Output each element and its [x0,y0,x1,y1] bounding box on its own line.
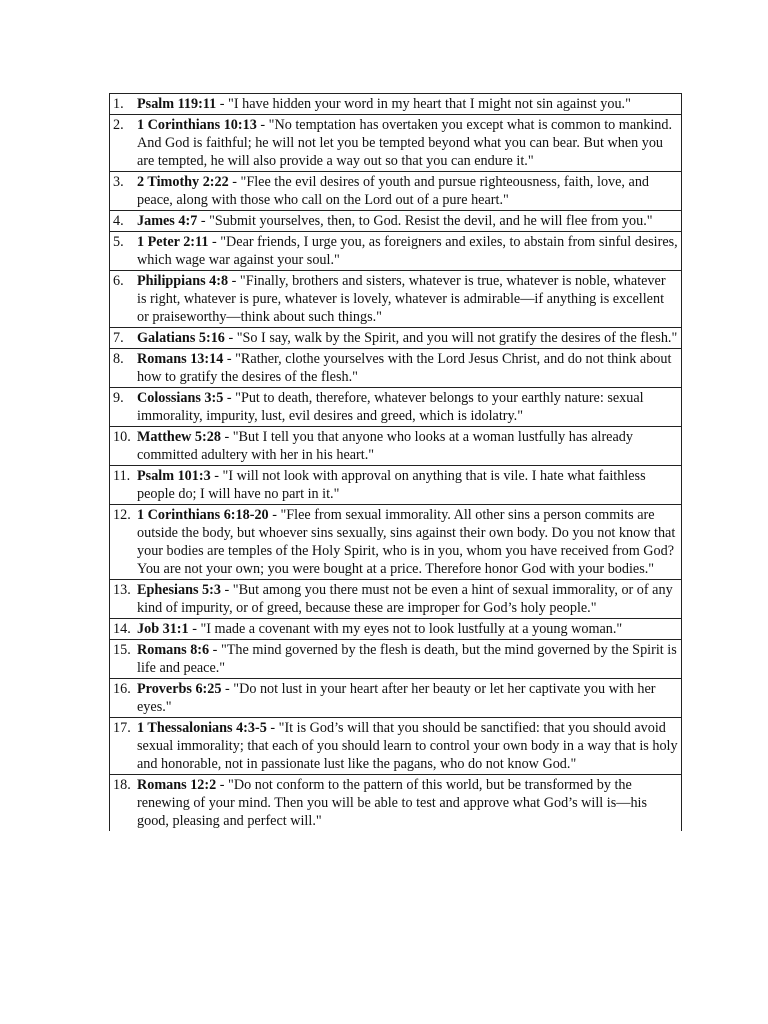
verse-text: "Put to death, therefore, whatever belongs to your earthly nature: sexual immorality, impurity, lust, evil desires and greed, which is idolatry." [137,390,644,424]
document-page [109,93,682,831]
verse-text: "So I say, walk by the Spirit, and you will not gratify the desires of the flesh." [236,330,678,346]
verse-cell [110,328,682,349]
verse-separator: - [221,681,234,697]
verse-reference: Colossians 3:5 [137,390,224,406]
verse-number: 13. [113,582,131,598]
verse-reference: 1 Thessalonians 4:3-5 [137,720,267,736]
verse-reference: 1 Corinthians 10:13 [137,117,257,133]
verse-cell [110,94,682,115]
verse-separator: - [216,96,229,112]
verse-cell [110,505,682,580]
verse-separator: - [209,642,221,658]
verse-table [109,93,682,831]
verse-text: "Finally, brothers and sisters, whatever is true, whatever is noble, whatever is right, whatever is pure, whatever is lovely, whatever is admirable—if anything is excellent or praiseworthy—think about such things." [137,273,666,325]
verse-number: 11. [113,468,131,484]
verse-cell [110,388,682,427]
verse-number: 12. [113,507,131,523]
verse-cell [110,427,682,466]
verse-cell [110,211,682,232]
verse-reference: Psalm 101:3 [137,468,211,484]
verse-separator: - [220,582,233,598]
verse-number: 2. [113,117,124,133]
verse-row-4 [110,211,682,232]
verse-text: "Flee from sexual immorality. All other sins a person commits are outside the body, but whoever sins sexually, sins against their own body. Do you not know that your bodies are temples of the Holy Spirit, who is in you, whom you have received from God? You are not your own; you were bought at a price. Therefore honor God with your bodies." [137,507,676,577]
verse-number: 9. [113,390,124,406]
verse-reference: Job 31:1 [137,621,189,637]
verse-row-16 [110,679,682,718]
verse-text: "I made a covenant with my eyes not to look lustfully at a young woman." [200,621,623,637]
verse-row-11 [110,466,682,505]
verse-row-7 [110,328,682,349]
verse-cell [110,466,682,505]
verse-separator: - [268,507,281,523]
verse-row-6 [110,271,682,328]
verse-separator: - [216,777,229,793]
verse-row-3 [110,172,682,211]
verse-row-13 [110,580,682,619]
verse-cell [110,271,682,328]
verse-table-body [110,94,682,832]
verse-separator: - [223,390,236,406]
verse-text: "The mind governed by the flesh is death, but the mind governed by the Spirit is life and peace." [137,642,677,676]
verse-text: "Flee the evil desires of youth and pursue righteousness, faith, love, and peace, along with those who call on the Lord out of a pure heart." [137,174,650,208]
verse-separator: - [197,213,210,229]
verse-separator: - [228,174,241,190]
verse-reference: 2 Timothy 2:22 [137,174,229,190]
verse-separator: - [220,429,233,445]
verse-text: "Do not lust in your heart after her beauty or let her captivate you with her eyes." [137,681,656,715]
verse-separator: - [208,234,221,250]
verse-separator: - [228,273,240,289]
verse-cell [110,580,682,619]
verse-text: "No temptation has overtaken you except what is common to mankind. And God is faithful; he will not let you be tempted beyond what you can bear. But when you are tempted, he will also provide a way out so that you can endure it." [137,117,673,169]
verse-text: "It is God’s will that you should be sanctified: that you should avoid sexual immorality; that each of you should learn to control your own body in a way that is holy and honorable, not in passionate lust like the pagans, who do not know God." [137,720,678,772]
verse-reference: Galatians 5:16 [137,330,225,346]
verse-number: 4. [113,213,124,229]
verse-text: "I will not look with approval on anything that is vile. I hate what faithless people do; I will have no part in it." [137,468,646,502]
verse-cell [110,718,682,775]
verse-cell [110,349,682,388]
verse-text: "Dear friends, I urge you, as foreigners and exiles, to abstain from sinful desires, which wage war against your soul." [137,234,678,268]
verse-number: 15. [113,642,131,658]
verse-separator: - [266,720,279,736]
verse-number: 14. [113,621,131,637]
verse-row-8 [110,349,682,388]
verse-number: 3. [113,174,124,190]
verse-cell [110,115,682,172]
verse-separator: - [224,330,237,346]
verse-reference: Romans 8:6 [137,642,210,658]
verse-reference: Romans 12:2 [137,777,217,793]
verse-number: 6. [113,273,124,289]
verse-row-17 [110,718,682,775]
verse-cell [110,172,682,211]
verse-number: 10. [113,429,131,445]
verse-number: 16. [113,681,131,697]
verse-number: 8. [113,351,124,367]
verse-row-1 [110,94,682,115]
verse-cell [110,232,682,271]
verse-number: 5. [113,234,124,250]
verse-reference: James 4:7 [137,213,198,229]
verse-separator: - [256,117,269,133]
verse-cell [110,679,682,718]
verse-separator: - [210,468,223,484]
verse-reference: Matthew 5:28 [137,429,221,445]
verse-reference: Romans 13:14 [137,351,224,367]
verse-text: "Do not conform to the pattern of this world, but be transformed by the renewing of your mind. Then you will be able to test and approve what God’s will is—his good, pleasing and perfect will." [137,777,648,829]
verse-number: 1. [113,96,124,112]
verse-row-2 [110,115,682,172]
verse-row-12 [110,505,682,580]
verse-row-10 [110,427,682,466]
verse-cell [110,775,682,832]
verse-reference: Ephesians 5:3 [137,582,221,598]
verse-text: "But among you there must not be even a hint of sexual immorality, or of any kind of impurity, or of greed, because these are improper for God’s holy people." [137,582,673,616]
verse-reference: 1 Peter 2:11 [137,234,209,250]
verse-separator: - [188,621,201,637]
verse-reference: Proverbs 6:25 [137,681,222,697]
verse-reference: 1 Corinthians 6:18-20 [137,507,269,523]
verse-reference: Psalm 119:11 [137,96,217,112]
verse-number: 7. [113,330,124,346]
verse-row-15 [110,640,682,679]
verse-number: 17. [113,720,131,736]
verse-separator: - [223,351,236,367]
verse-row-18 [110,775,682,832]
verse-text: "Rather, clothe yourselves with the Lord Jesus Christ, and do not think about how to gratify the desires of the flesh." [137,351,672,385]
verse-row-5 [110,232,682,271]
verse-row-14 [110,619,682,640]
verse-text: "I have hidden your word in my heart that I might not sin against you." [228,96,631,112]
verse-cell [110,619,682,640]
verse-text: "Submit yourselves, then, to God. Resist the devil, and he will flee from you." [209,213,653,229]
verse-cell [110,640,682,679]
verse-reference: Philippians 4:8 [137,273,229,289]
verse-row-9 [110,388,682,427]
verse-text: "But I tell you that anyone who looks at a woman lustfully has already committed adultery with her in his heart." [137,429,633,463]
verse-number: 18. [113,777,131,793]
